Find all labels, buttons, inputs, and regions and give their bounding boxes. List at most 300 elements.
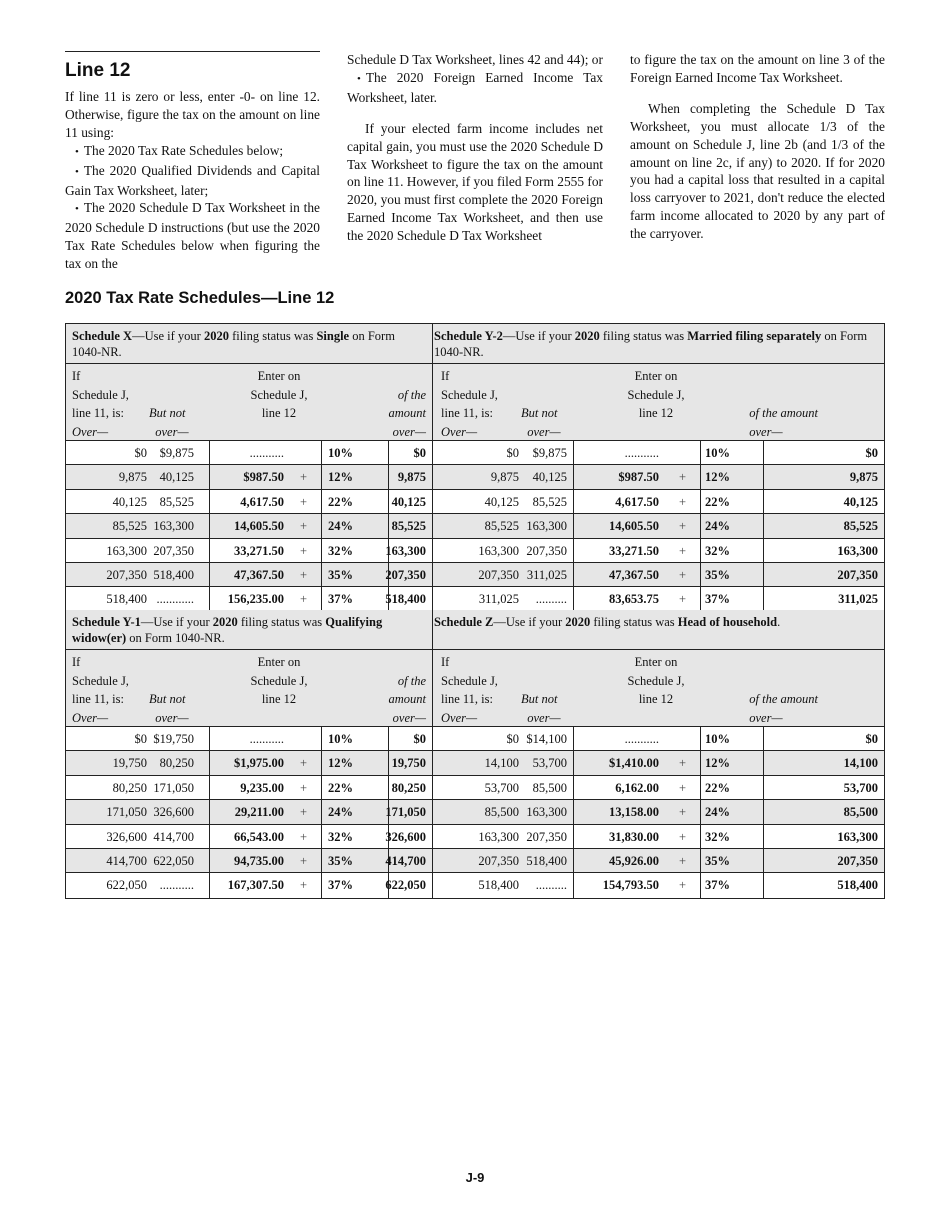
cell-of-amount: 85,500	[843, 805, 878, 820]
column-divider	[321, 490, 322, 513]
column-divider	[209, 727, 210, 750]
column-divider	[209, 800, 210, 823]
column-divider	[700, 539, 701, 562]
column-divider	[321, 587, 322, 611]
cell-rate: 35%	[328, 853, 353, 868]
line12-column-3	[630, 51, 885, 243]
cell-over: 14,100	[484, 756, 519, 771]
table-row	[433, 465, 884, 489]
table-row	[66, 563, 432, 587]
column-divider	[321, 539, 322, 562]
table-row	[433, 441, 884, 465]
cell-plus: +	[679, 756, 687, 771]
line12-column-2	[347, 51, 603, 245]
cell-tax-amount: 83,653.75	[609, 592, 659, 607]
cell-plus: +	[679, 829, 687, 844]
cell-but-not-over: ............	[156, 592, 194, 607]
cell-rate: 24%	[705, 519, 730, 534]
filing-status: Single	[316, 329, 350, 343]
column-divider	[209, 441, 210, 464]
column-divider	[700, 751, 701, 774]
column-divider	[763, 514, 764, 537]
cell-but-not-over: 40,125	[159, 470, 194, 485]
cell-but-not-over: 85,525	[532, 494, 567, 509]
cell-but-not-over: 622,050	[153, 853, 194, 868]
cell-but-not-over: 163,300	[526, 519, 567, 534]
column-divider	[573, 514, 574, 537]
column-divider	[573, 751, 574, 774]
cell-but-not-over: 207,350	[526, 829, 567, 844]
cell-of-amount: 40,125	[843, 494, 878, 509]
cell-plus: +	[300, 519, 308, 534]
cell-tax-amount: 167,307.50	[227, 878, 284, 893]
cell-rate: 37%	[705, 878, 730, 893]
cell-plus: +	[679, 878, 687, 893]
column-divider	[209, 587, 210, 611]
cell-but-not-over: $14,100	[526, 732, 567, 746]
cell-plus: +	[679, 592, 687, 607]
cell-rate: 37%	[328, 878, 353, 893]
column-divider	[763, 441, 764, 464]
cell-over: 80,250	[112, 780, 147, 795]
filing-status: Head of household	[677, 615, 778, 629]
cell-tax-amount: $987.50	[243, 470, 284, 485]
cell-of-amount: 85,525	[391, 519, 426, 534]
cell-tax-amount: 45,926.00	[609, 853, 659, 868]
cell-rate: 37%	[328, 592, 353, 607]
cell-over: 163,300	[478, 543, 519, 558]
cell-but-not-over: 518,400	[526, 853, 567, 868]
column-divider	[573, 490, 574, 513]
cell-over: 622,050	[106, 878, 147, 893]
cell-over: $0	[506, 732, 519, 746]
schedule-desc-mid: filing status was	[237, 615, 326, 629]
cell-rate: 35%	[705, 853, 730, 868]
column-divider	[573, 849, 574, 872]
schedule-year: 2020	[212, 615, 238, 629]
cell-of-amount: 9,875	[397, 470, 426, 485]
cell-of-amount: 622,050	[385, 878, 426, 893]
column-divider	[573, 563, 574, 586]
header-of-the-amount: of the amount over—	[388, 387, 426, 439]
cell-tax-amount: 31,830.00	[609, 829, 659, 844]
column-headers	[433, 650, 884, 727]
cell-tax-amount: 94,735.00	[234, 853, 284, 868]
schedule-desc-pre: —Use if your	[493, 615, 566, 629]
cell-rate: 12%	[328, 756, 353, 771]
schedule-name: Schedule Y-2	[434, 329, 503, 343]
cell-over: 85,525	[112, 519, 147, 534]
header-if-over: If Schedule J, line 11, is: Over—	[72, 655, 129, 725]
column-divider	[209, 873, 210, 897]
schedule-desc-post: on Form 1040-NR.	[72, 329, 395, 359]
cell-plus: +	[300, 878, 308, 893]
cell-of-amount: 414,700	[385, 853, 426, 868]
column-divider	[321, 800, 322, 823]
column-divider	[209, 514, 210, 537]
column-divider	[763, 465, 764, 488]
column-divider	[573, 776, 574, 799]
cell-tax-amount: ...........	[249, 446, 284, 460]
header-if-over: If Schedule J, line 11, is: Over—	[441, 369, 498, 439]
cell-of-amount: $0	[865, 732, 878, 746]
cell-of-amount: $0	[413, 446, 426, 460]
schedule-y1-table	[65, 610, 433, 899]
cell-over: 85,525	[484, 519, 519, 534]
column-divider	[700, 514, 701, 537]
cell-but-not-over: 85,525	[159, 494, 194, 509]
cell-plus: +	[679, 494, 687, 509]
cell-tax-amount: ...........	[624, 732, 659, 746]
schedule-header	[66, 610, 432, 650]
schedule-name: Schedule Y-1	[72, 615, 141, 629]
cell-rate: 24%	[328, 519, 353, 534]
schedule-year: 2020	[565, 615, 591, 629]
bullet-schedule-d-part1: • The 2020 Schedule D Tax Worksheet in the 2020 Schedule D instructions (but use the 2020 Tax Rate Schedules below when figuring the tax on the	[65, 199, 320, 273]
cell-over: 40,125	[484, 494, 519, 509]
cell-rate: 22%	[328, 494, 353, 509]
cell-plus: +	[300, 756, 308, 771]
column-divider	[763, 751, 764, 774]
schedule-desc-post: on Form 1040-NR.	[126, 631, 225, 645]
column-divider	[321, 441, 322, 464]
column-divider	[321, 849, 322, 872]
header-enter-on: Enter on Schedule J, line 12	[627, 369, 685, 420]
table-row	[433, 727, 884, 751]
header-but-not-over: But not over—	[149, 692, 189, 725]
cell-tax-amount: 6,162.00	[615, 780, 659, 795]
column-divider	[209, 751, 210, 774]
cell-but-not-over: 40,125	[532, 470, 567, 485]
header-of-the-amount: of the amount over—	[749, 406, 818, 439]
table-row	[433, 539, 884, 563]
schedule-year: 2020	[203, 329, 229, 343]
cell-over: 40,125	[112, 494, 147, 509]
header-but-not-over: But not over—	[521, 406, 561, 439]
schedule-header	[433, 610, 884, 650]
column-divider	[763, 873, 764, 897]
table-row	[66, 873, 432, 897]
cell-plus: +	[300, 543, 308, 558]
cell-plus: +	[300, 494, 308, 509]
cell-rate: 32%	[705, 829, 730, 844]
cell-but-not-over: ..........	[535, 878, 567, 893]
cell-but-not-over: 163,300	[526, 805, 567, 820]
column-divider	[763, 825, 764, 848]
cell-tax-amount: 154,793.50	[602, 878, 659, 893]
column-divider	[700, 825, 701, 848]
column-divider	[321, 751, 322, 774]
cell-over: 518,400	[106, 592, 147, 607]
cell-over: 85,500	[484, 805, 519, 820]
page-number: J-9	[465, 1170, 485, 1185]
schedule-z-table	[433, 610, 885, 899]
cell-rate: 12%	[328, 470, 353, 485]
schedule-desc-pre: —Use if your	[140, 615, 213, 629]
cell-rate: 35%	[705, 567, 730, 582]
column-divider	[700, 800, 701, 823]
cell-of-amount: $0	[865, 446, 878, 460]
column-divider	[209, 776, 210, 799]
cell-over: 207,350	[106, 567, 147, 582]
bullet-schedule-d-part2: Schedule D Tax Worksheet, lines 42 and 44); or	[347, 52, 603, 67]
cell-tax-amount: 14,605.50	[609, 519, 659, 534]
column-divider	[573, 587, 574, 611]
schedule-desc-mid: filing status was	[599, 329, 688, 343]
table-row	[433, 751, 884, 775]
cell-of-amount: 207,350	[837, 853, 878, 868]
cell-but-not-over: 207,350	[526, 543, 567, 558]
column-divider	[763, 776, 764, 799]
column-divider	[700, 776, 701, 799]
table-row	[433, 849, 884, 873]
column-divider	[573, 825, 574, 848]
table-row	[66, 514, 432, 538]
cell-tax-amount: 13,158.00	[609, 805, 659, 820]
table-row	[66, 800, 432, 824]
column-divider	[573, 873, 574, 897]
cell-over: 207,350	[478, 853, 519, 868]
section-rule	[65, 51, 320, 52]
column-divider	[321, 465, 322, 488]
column-divider	[573, 800, 574, 823]
cell-over: 9,875	[490, 470, 519, 485]
cell-rate: 10%	[328, 446, 353, 460]
cell-rate: 12%	[705, 756, 730, 771]
cell-of-amount: 518,400	[837, 878, 878, 893]
column-divider	[321, 873, 322, 897]
cell-rate: 12%	[705, 470, 730, 485]
cell-tax-amount: 9,235.00	[240, 780, 284, 795]
table-row	[66, 776, 432, 800]
cell-over: 163,300	[478, 829, 519, 844]
column-divider	[700, 849, 701, 872]
column-divider	[763, 539, 764, 562]
table-row	[66, 825, 432, 849]
table-row	[433, 776, 884, 800]
column-divider	[573, 465, 574, 488]
header-of-the-amount: of the amount over—	[388, 673, 426, 725]
cell-plus: +	[679, 805, 687, 820]
column-divider	[209, 539, 210, 562]
cell-over: 9,875	[118, 470, 147, 485]
cell-rate: 32%	[328, 829, 353, 844]
schedule-desc-post: .	[777, 615, 781, 629]
cell-tax-amount: 47,367.50	[234, 567, 284, 582]
section-title: 2020 Tax Rate Schedules—Line 12	[65, 289, 335, 307]
cell-rate: 35%	[328, 567, 353, 582]
cell-rate: 32%	[328, 543, 353, 558]
cell-but-not-over: $9,875	[532, 446, 567, 460]
schedule-year: 2020	[574, 329, 600, 343]
cell-but-not-over: 518,400	[153, 567, 194, 582]
cell-tax-amount: 4,617.50	[240, 494, 284, 509]
column-divider	[573, 539, 574, 562]
cell-of-amount: 85,525	[843, 519, 878, 534]
cell-rate: 22%	[328, 780, 353, 795]
cell-but-not-over: 326,600	[153, 805, 194, 820]
column-divider	[700, 727, 701, 750]
column-divider	[209, 849, 210, 872]
cell-plus: +	[679, 567, 687, 582]
cell-of-amount: 9,875	[849, 470, 878, 485]
cell-over: $0	[134, 446, 147, 460]
schedule-name: Schedule X	[72, 329, 133, 343]
column-divider	[700, 490, 701, 513]
bullet-tax-rate-schedules: • The 2020 Tax Rate Schedules below;	[65, 142, 320, 162]
cell-of-amount: 40,125	[391, 494, 426, 509]
column-divider	[700, 563, 701, 586]
cell-but-not-over: 171,050	[153, 780, 194, 795]
schedule-header	[433, 324, 884, 364]
table-row	[66, 465, 432, 489]
cell-plus: +	[679, 519, 687, 534]
header-if-over: If Schedule J, line 11, is: Over—	[441, 655, 498, 725]
cell-but-not-over: 311,025	[526, 567, 567, 582]
bullet-qualified-dividends: • The 2020 Qualified Dividends and Capital Gain Tax Worksheet, later;	[65, 162, 320, 200]
column-divider	[763, 727, 764, 750]
cell-of-amount: 163,300	[837, 829, 878, 844]
table-row	[433, 800, 884, 824]
schedule-desc-pre: —Use if your	[502, 329, 575, 343]
cell-of-amount: 19,750	[391, 756, 426, 771]
cell-but-not-over: $9,875	[159, 446, 194, 460]
column-divider	[321, 776, 322, 799]
cell-over: 518,400	[478, 878, 519, 893]
cell-over: 326,600	[106, 829, 147, 844]
cell-plus: +	[300, 592, 308, 607]
table-row	[66, 490, 432, 514]
column-divider	[321, 825, 322, 848]
cell-plus: +	[300, 829, 308, 844]
cell-but-not-over: ...........	[159, 878, 194, 893]
cell-rate: 22%	[705, 780, 730, 795]
cell-tax-amount: $1,410.00	[609, 756, 659, 771]
schedule-desc-mid: filing status was	[228, 329, 317, 343]
cell-rate: 22%	[705, 494, 730, 509]
schedule-header	[66, 324, 432, 364]
cell-tax-amount: 4,617.50	[615, 494, 659, 509]
column-divider	[573, 727, 574, 750]
cell-tax-amount: 14,605.50	[234, 519, 284, 534]
cell-plus: +	[679, 853, 687, 868]
cell-tax-amount: 66,543.00	[234, 829, 284, 844]
column-divider	[763, 563, 764, 586]
table-row	[66, 441, 432, 465]
cell-tax-amount: 33,271.50	[609, 543, 659, 558]
schedule-name: Schedule Z	[434, 615, 494, 629]
header-if-over: If Schedule J, line 11, is: Over—	[72, 369, 129, 439]
cell-of-amount: $0	[413, 732, 426, 746]
cell-of-amount: 207,350	[837, 567, 878, 582]
cell-over: 53,700	[484, 780, 519, 795]
cell-but-not-over: 207,350	[153, 543, 194, 558]
cell-rate: 37%	[705, 592, 730, 607]
paragraph-farm-income-cont: to figure the tax on the amount on line 3 of the Foreign Earned Income Tax Worksheet.	[630, 52, 885, 85]
cell-plus: +	[300, 805, 308, 820]
cell-over: 207,350	[478, 567, 519, 582]
cell-of-amount: 163,300	[837, 543, 878, 558]
cell-tax-amount: ...........	[624, 446, 659, 460]
cell-over: 19,750	[112, 756, 147, 771]
column-divider	[700, 441, 701, 464]
schedule-y2-table	[433, 323, 885, 613]
column-divider	[209, 465, 210, 488]
cell-plus: +	[300, 853, 308, 868]
cell-but-not-over: ..........	[535, 592, 567, 607]
cell-rate: 10%	[328, 732, 353, 746]
column-divider	[209, 563, 210, 586]
cell-of-amount: 163,300	[385, 543, 426, 558]
cell-but-not-over: $19,750	[153, 732, 194, 746]
header-enter-on: Enter on Schedule J, line 12	[250, 655, 308, 706]
paragraph-farm-income: If your elected farm income includes net capital gain, you must use the 2020 Schedule D Tax Worksheet to figure the tax on the amount on line 11. However, if you filed Form 2555 for 2020, you must first complete the 2020 Foreign Earned Income Tax Worksheet, and then use the 2020 Schedule D Tax Worksheet	[347, 120, 603, 244]
column-divider	[321, 514, 322, 537]
cell-tax-amount: 33,271.50	[234, 543, 284, 558]
schedule-desc-pre: —Use if your	[132, 329, 204, 343]
cell-but-not-over: 80,250	[159, 756, 194, 771]
cell-of-amount: 171,050	[385, 805, 426, 820]
table-row	[433, 514, 884, 538]
cell-over: 163,300	[106, 543, 147, 558]
schedule-desc-mid: filing status was	[590, 615, 678, 629]
column-divider	[763, 849, 764, 872]
cell-tax-amount: 47,367.50	[609, 567, 659, 582]
table-row	[433, 490, 884, 514]
cell-tax-amount: 156,235.00	[227, 592, 284, 607]
cell-over: 171,050	[106, 805, 147, 820]
cell-of-amount: 53,700	[843, 780, 878, 795]
table-row	[433, 873, 884, 897]
cell-tax-amount: ...........	[249, 732, 284, 746]
column-headers	[433, 364, 884, 441]
line12-intro: If line 11 is zero or less, enter -0- on line 12. Otherwise, figure the tax on the amount on line 11 using:	[65, 89, 320, 140]
column-divider	[700, 873, 701, 897]
cell-plus: +	[300, 780, 308, 795]
cell-but-not-over: 163,300	[153, 519, 194, 534]
filing-status: Qualifying widow(er)	[72, 615, 383, 645]
cell-plus: +	[679, 780, 687, 795]
cell-rate: 10%	[705, 732, 730, 746]
cell-but-not-over: 53,700	[532, 756, 567, 771]
line12-column-1	[65, 51, 320, 273]
cell-but-not-over: 85,500	[532, 780, 567, 795]
column-headers	[66, 650, 432, 727]
column-divider	[321, 563, 322, 586]
cell-plus: +	[300, 470, 308, 485]
filing-status: Married filing separately	[687, 329, 822, 343]
cell-over: $0	[506, 446, 519, 460]
cell-of-amount: 207,350	[385, 567, 426, 582]
cell-rate: 10%	[705, 446, 730, 460]
column-divider	[763, 800, 764, 823]
cell-over: 414,700	[106, 853, 147, 868]
cell-plus: +	[679, 470, 687, 485]
header-enter-on: Enter on Schedule J, line 12	[250, 369, 308, 420]
paragraph-schedule-d-allocation: When completing the Schedule D Tax Worksheet, you must allocate 1/3 of the amount on Schedule J, line 2b (and 1/3 of the amount on line 2c, if any) to 2020. If for 2020 you had a capital loss that resulted in a capital loss carryover to 2021, don't reduce the elected farm income allocated to 2020 by any part of the carryover.	[630, 100, 885, 242]
header-but-not-over: But not over—	[521, 692, 561, 725]
table-row	[433, 587, 884, 611]
schedule-desc-post: on Form 1040-NR.	[434, 329, 868, 359]
header-but-not-over: But not over—	[149, 406, 189, 439]
cell-tax-amount: $987.50	[618, 470, 659, 485]
column-divider	[700, 587, 701, 611]
cell-of-amount: 518,400	[385, 592, 426, 607]
header-of-the-amount: of the amount over—	[749, 692, 818, 725]
cell-rate: 32%	[705, 543, 730, 558]
table-row	[66, 849, 432, 873]
cell-of-amount: 326,600	[385, 829, 426, 844]
